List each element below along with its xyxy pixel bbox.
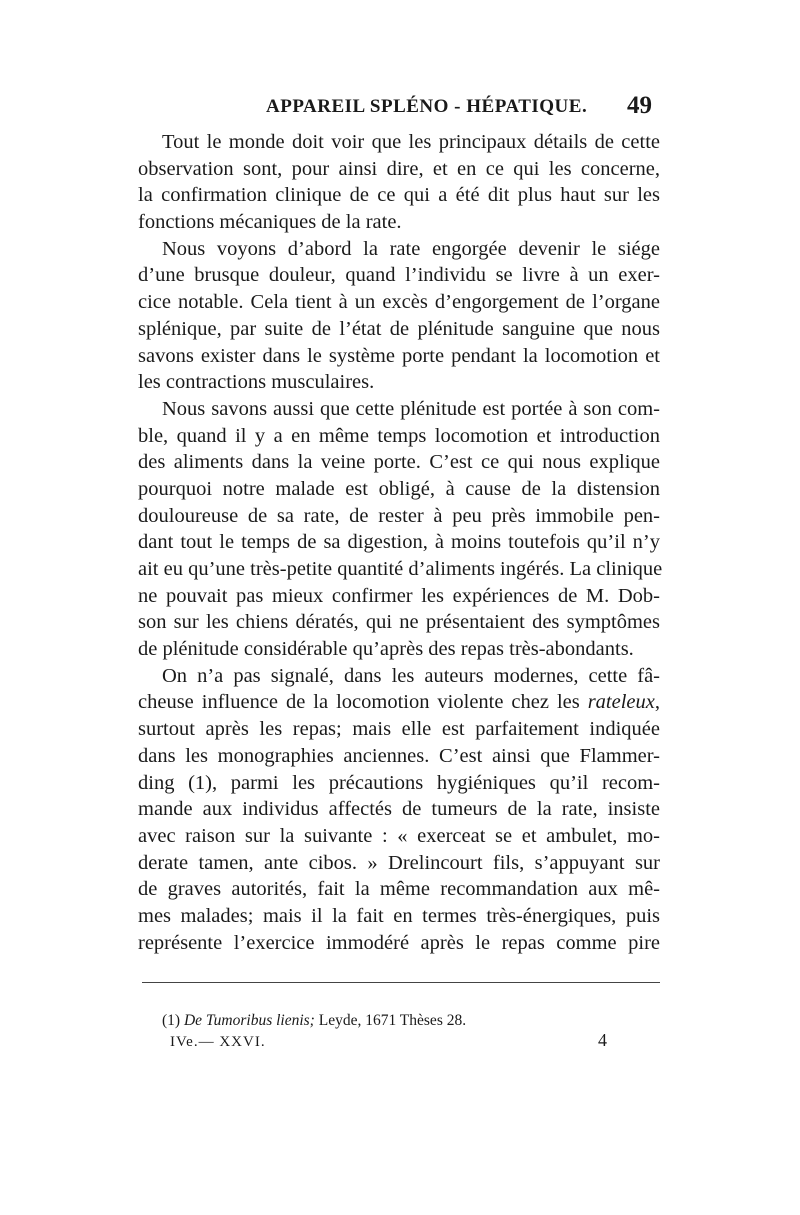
footnote-title: De Tumoribus lienis; (183, 1012, 315, 1029)
text-line: de plénitude considérable qu’après des repas très-abondants. (138, 638, 634, 661)
text-line: ne pouvait pas mieux confirmer les expériences de M. Dob- (138, 584, 660, 607)
text-line: pourquoi notre malade est obligé, à cause de la distension (138, 477, 660, 500)
body-text (138, 129, 663, 956)
text-line: dans les monographies anciennes. C’est ainsi que Flammer- (138, 744, 660, 767)
text-line: ble, quand il y a en même temps locomotion et introduction (138, 424, 660, 447)
text-line: cheuse influence de la locomotion violente chez les rateleux, (138, 691, 660, 714)
text-line: Nous voyons d’abord la rate engorgée devenir le siége (162, 237, 660, 260)
text-line: d’une brusque douleur, quand l’individu se livre à un exer- (138, 264, 660, 287)
text-line: ait eu qu’une très-petite quantité d’aliments ingérés. La clinique (138, 558, 663, 580)
text-line: son sur les chiens dératés, qui ne présentaient des symptômes (138, 611, 660, 634)
text-line: des aliments dans la veine porte. C’est ce qui nous explique (138, 451, 660, 474)
text-line: douloureuse de sa rate, de rester à peu près immobile pen- (138, 504, 660, 527)
running-head (140, 92, 658, 122)
text-line: avec raison sur la suivante : « exerceat se et ambulet, mo- (138, 824, 660, 847)
text-line: les contractions musculaires. (138, 371, 375, 394)
text-line: dant tout le temps de sa digestion, à moins toutefois qu’il n’y (138, 531, 660, 554)
text-line: derate tamen, ante cibos. » Drelincourt fils, s’appuyant sur (138, 851, 660, 874)
text-line: représente l’exercice immodéré après le repas comme pire (138, 931, 660, 954)
text-line: observation sont, pour ainsi dire, et en ce qui les concerne, (138, 157, 660, 180)
text-line: savons exister dans le système porte pendant la locomotion et (138, 344, 660, 367)
footnote-text: Leyde, 1671 Thèses 28. (318, 1012, 467, 1029)
text-line: cice notable. Cela tient à un excès d’engorgement de l’organe (138, 291, 660, 314)
text-line: ding (1), parmi les précautions hygiéniques qu’il recom- (138, 771, 660, 794)
printer-signature: IVe.— XXVI. (170, 1034, 266, 1050)
text-line: Tout le monde doit voir que les principaux détails de cette (162, 131, 660, 153)
signature-number: 4 (598, 1030, 607, 1050)
text-line: surtout après les repas; mais elle est parfaitement indiquée (138, 718, 660, 741)
running-title: APPAREIL SPLÉNO - HÉPATIQUE. (266, 96, 588, 117)
text-line: Nous savons aussi que cette plénitude est portée à son com- (162, 397, 660, 420)
text-line: de graves autorités, fait la même recommandation aux mê- (138, 878, 660, 901)
page-number: 49 (627, 92, 652, 119)
footnote-rule (142, 982, 660, 983)
text-line: On n’a pas signalé, dans les auteurs modernes, cette fâ- (162, 664, 660, 687)
text-line: fonctions mécaniques de la rate. (138, 211, 402, 234)
text-line: mes malades; mais il la fait en termes très-énergiques, puis (138, 904, 660, 927)
text-line: la confirmation clinique de ce qui a été dit plus haut sur les (138, 184, 660, 207)
footnote-marker: (1) (162, 1012, 181, 1029)
text-line: mande aux individus affectés de tumeurs de la rate, insiste (138, 798, 660, 821)
text-line: splénique, par suite de l’état de plénitude sanguine que nous (138, 317, 660, 340)
footnote (162, 1012, 466, 1030)
